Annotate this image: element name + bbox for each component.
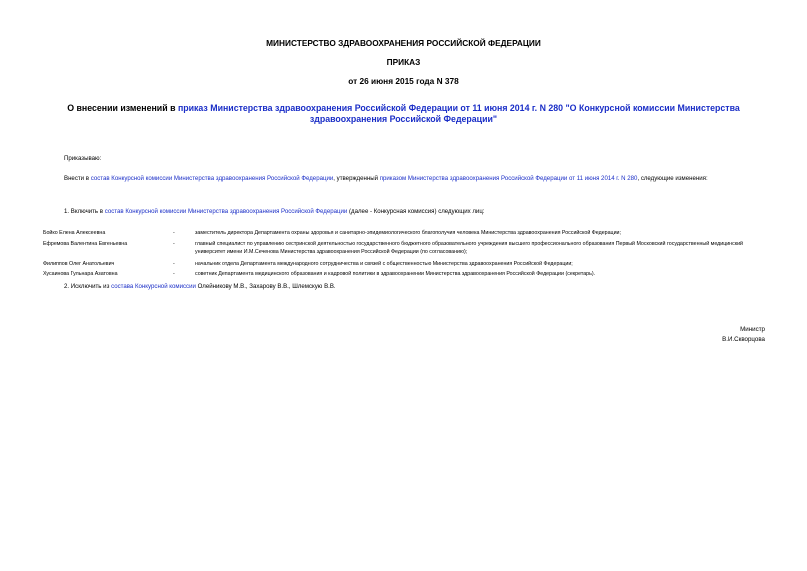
item1-suffix: (далее - Конкурсная комиссия) следующих лиц: bbox=[349, 208, 485, 215]
subject-prefix: О внесении изменений в bbox=[67, 103, 176, 113]
item2-composition-link[interactable]: состава Конкурсной комиссии bbox=[111, 283, 196, 290]
item-2 bbox=[64, 283, 336, 291]
intro-composition-link[interactable]: состав Конкурсной комиссии Министерства здравоохранения Российской Федерации bbox=[90, 175, 334, 182]
intro-text-2: , утвержденный bbox=[333, 175, 378, 182]
item1-composition-link[interactable]: состав Конкурсной комиссии Министерства здравоохранения Российской Федерации bbox=[104, 208, 348, 215]
signature-title: Министр bbox=[740, 326, 765, 333]
intro-order-link[interactable]: приказом Министерства здравоохранения Российской Федерации от 11 июня 2014 г. N 280 bbox=[379, 175, 638, 182]
doc-type-heading: ПРИКАЗ bbox=[386, 57, 421, 67]
member-position: главный специалист по управлению сестринской деятельностью государственного бюджетного образовательного учреждения высшего профессионального образования Первый Московский государственный медицинский университет имени И.М.Сеченова Министерства здравоохранения Российской Федерации (по согласованию); bbox=[195, 241, 743, 255]
signature-name: В.И.Скворцова bbox=[722, 336, 765, 343]
intro-text-1: Внести в bbox=[64, 175, 89, 182]
intro-paragraph bbox=[40, 175, 767, 183]
intro-text-3: , следующие изменения: bbox=[637, 175, 708, 182]
member-dash: - bbox=[173, 271, 175, 277]
member-position: заместитель директора Департамента охраны здоровья и санитарно-эпидемиологического благополучия человека Министерства здравоохранения Российской Федерации; bbox=[195, 230, 621, 236]
member-dash: - bbox=[173, 261, 175, 267]
member-name: Хусаинова Гульнара Азатовна bbox=[43, 271, 118, 277]
subject-order-link[interactable]: приказ Министерства здравоохранения Российской Федерации от 11 июня 2014 г. N 280 "О Конкурсной комиссии Министерства здравоохранения Российской Федерации" bbox=[177, 103, 740, 124]
member-dash: - bbox=[173, 241, 175, 247]
member-name: Бойко Елена Алексеевна bbox=[43, 230, 106, 236]
member-name: Филиппов Олег Анатольевич bbox=[43, 261, 115, 267]
member-position: начальник отдела Департамента международного сотрудничества и связей с общественностью Министерства здравоохранения Российской Федерации; bbox=[195, 261, 573, 267]
item2-suffix: Олейникову М.В., Захарову В.В., Шлемскую В.В. bbox=[197, 283, 336, 290]
member-position: советник Департамента медицинского образования и кадровой политики в здравоохранении Министерства здравоохранения Российской Федерации (секретарь). bbox=[195, 271, 596, 277]
member-dash: - bbox=[173, 230, 175, 236]
member-name: Ефремова Валентина Евгеньевна bbox=[43, 241, 128, 247]
item-1 bbox=[64, 208, 485, 216]
item2-prefix: 2. Исключить из bbox=[64, 283, 110, 290]
document-subject bbox=[40, 103, 767, 125]
item1-prefix: 1. Включить в bbox=[64, 208, 104, 215]
date-number-heading: от 26 июня 2015 года N 378 bbox=[348, 76, 459, 86]
ministry-heading: МИНИСТЕРСТВО ЗДРАВООХРАНЕНИЯ РОССИЙСКОЙ ФЕДЕРАЦИИ bbox=[266, 38, 541, 48]
order-word: Приказываю: bbox=[64, 155, 102, 162]
